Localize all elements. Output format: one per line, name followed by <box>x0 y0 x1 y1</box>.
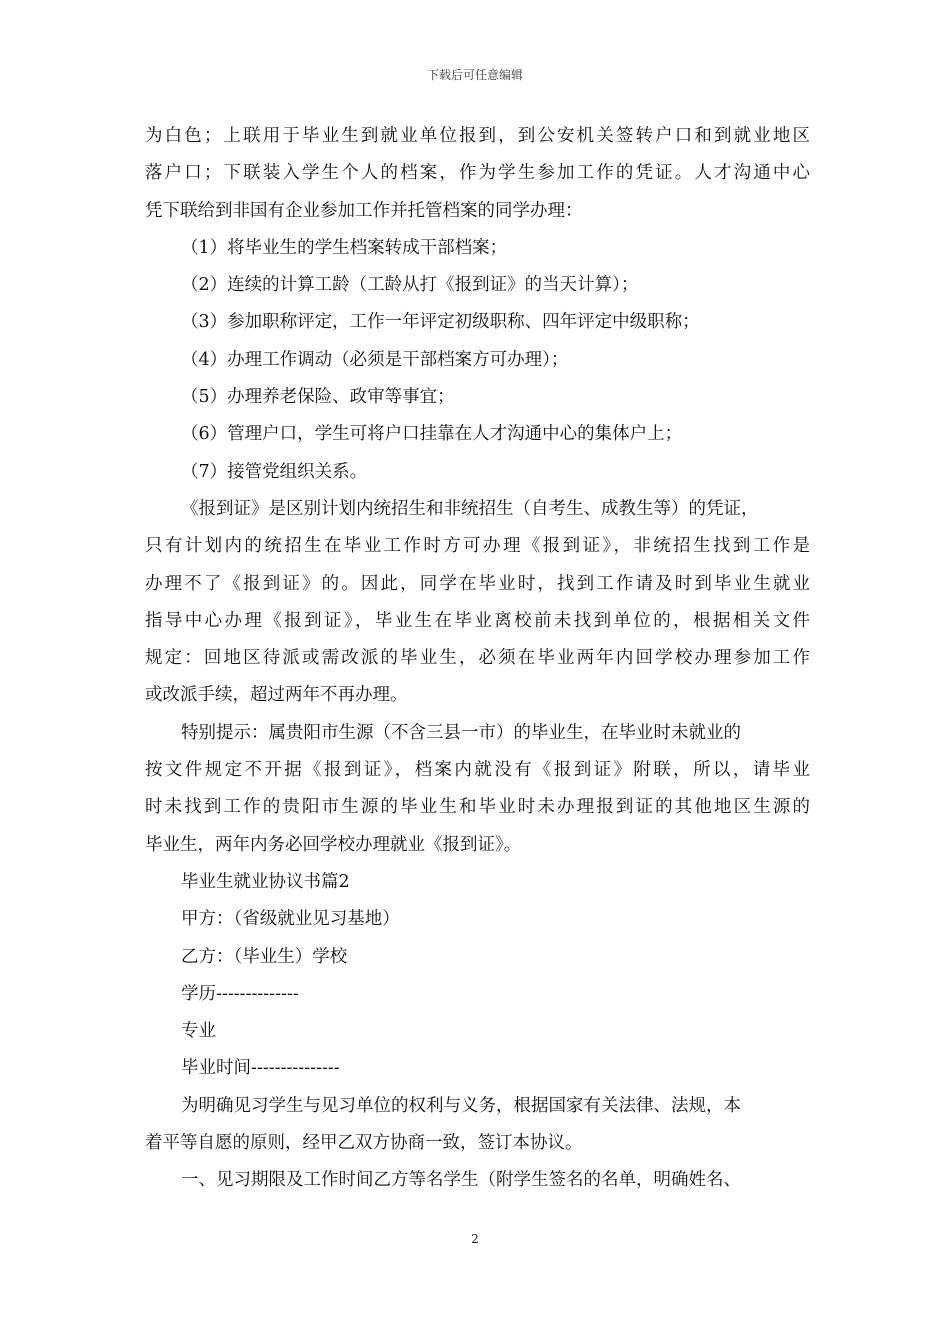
list-item: （6）管理户口，学生可将户口挂靠在人才沟通中心的集体户上； <box>181 424 683 445</box>
paragraph-line: 一、见习期限及工作时间乙方等名学生（附学生签名的名单，明确姓名、 <box>181 1170 741 1191</box>
list-item: （1）将毕业生的学生档案转成干部档案； <box>181 237 508 258</box>
paragraph-line: 毕业生，两年内务必回学校办理就业《报到证》。 <box>145 834 522 855</box>
paragraph-line: 为白色；上联用于毕业生到就业单位报到，到公安机关签转户口和到就业地区 <box>145 126 810 146</box>
paragraph-line: 办理不了《报到证》的。因此，同学在毕业时，找到工作请及时到毕业生就业 <box>145 573 810 594</box>
paragraph-line: 《报到证》是区别计划内统招生和非统招生（自考生、成教生等）的凭证， <box>181 498 759 519</box>
paragraph-line: 指导中心办理《报到证》，毕业生在毕业离校前未找到单位的，根据相关文件 <box>145 610 810 631</box>
paragraph-line: 着平等自愿的原则，经甲乙双方协商一致，签订本协议。 <box>145 1133 583 1154</box>
section-title: 毕业生就业协议书篇2 <box>181 871 350 892</box>
paragraph-line: 规定：回地区待派或需改派的毕业生，必须在毕业两年内回学校办理参加工作 <box>145 648 810 669</box>
list-item: （7）接管党组织关系。 <box>181 461 368 482</box>
paragraph-line: 凭下联给到非国有企业参加工作并托管档案的同学办理： <box>145 200 583 221</box>
paragraph-line: 时未找到工作的贵阳市生源的毕业生和毕业时未办理报到证的其他地区生源的 <box>145 797 810 818</box>
graduation-time-line: 毕业时间--------------- <box>181 1058 340 1079</box>
paragraph-line: 按文件规定不开据《报到证》，档案内就没有《报到证》附联，所以，请毕业 <box>145 760 810 781</box>
paragraph-line: 特别提示：属贵阳市生源（不含三县一市）的毕业生，在毕业时未就业的 <box>181 722 741 743</box>
list-item: （3）参加职称评定，工作一年评定初级职称、四年评定中级职称； <box>181 312 700 333</box>
paragraph-line: 落户口；下联装入学生个人的档案，作为学生参加工作的凭证。人才沟通中心 <box>145 163 810 184</box>
list-item: （4）办理工作调动（必须是干部档案方可办理）； <box>181 349 569 370</box>
party-a-line: 甲方：（省级就业见习基地） <box>181 909 400 930</box>
list-item: （2）连续的计算工龄（工龄从打《报到证》的当天计算）； <box>181 275 639 296</box>
paragraph-line: 为明确见习学生与见习单位的权利与义务，根据国家有关法律、法规，本 <box>181 1095 741 1116</box>
education-line: 学历-------------- <box>181 983 299 1004</box>
page-header: 下载后可任意编辑 <box>426 68 523 82</box>
document-body <box>145 118 810 1200</box>
paragraph-line: 只有计划内的统招生在毕业工作时方可办理《报到证》，非统招生找到工作是 <box>145 536 810 557</box>
page-number: 2 <box>471 1232 479 1246</box>
paragraph-line: 或改派手续，超过两年不再办理。 <box>145 685 408 706</box>
major-line: 专业 <box>181 1021 216 1042</box>
party-b-line: 乙方：（毕业生）学校 <box>181 946 348 967</box>
list-item: （5）办理养老保险、政审等事宜； <box>181 387 455 408</box>
